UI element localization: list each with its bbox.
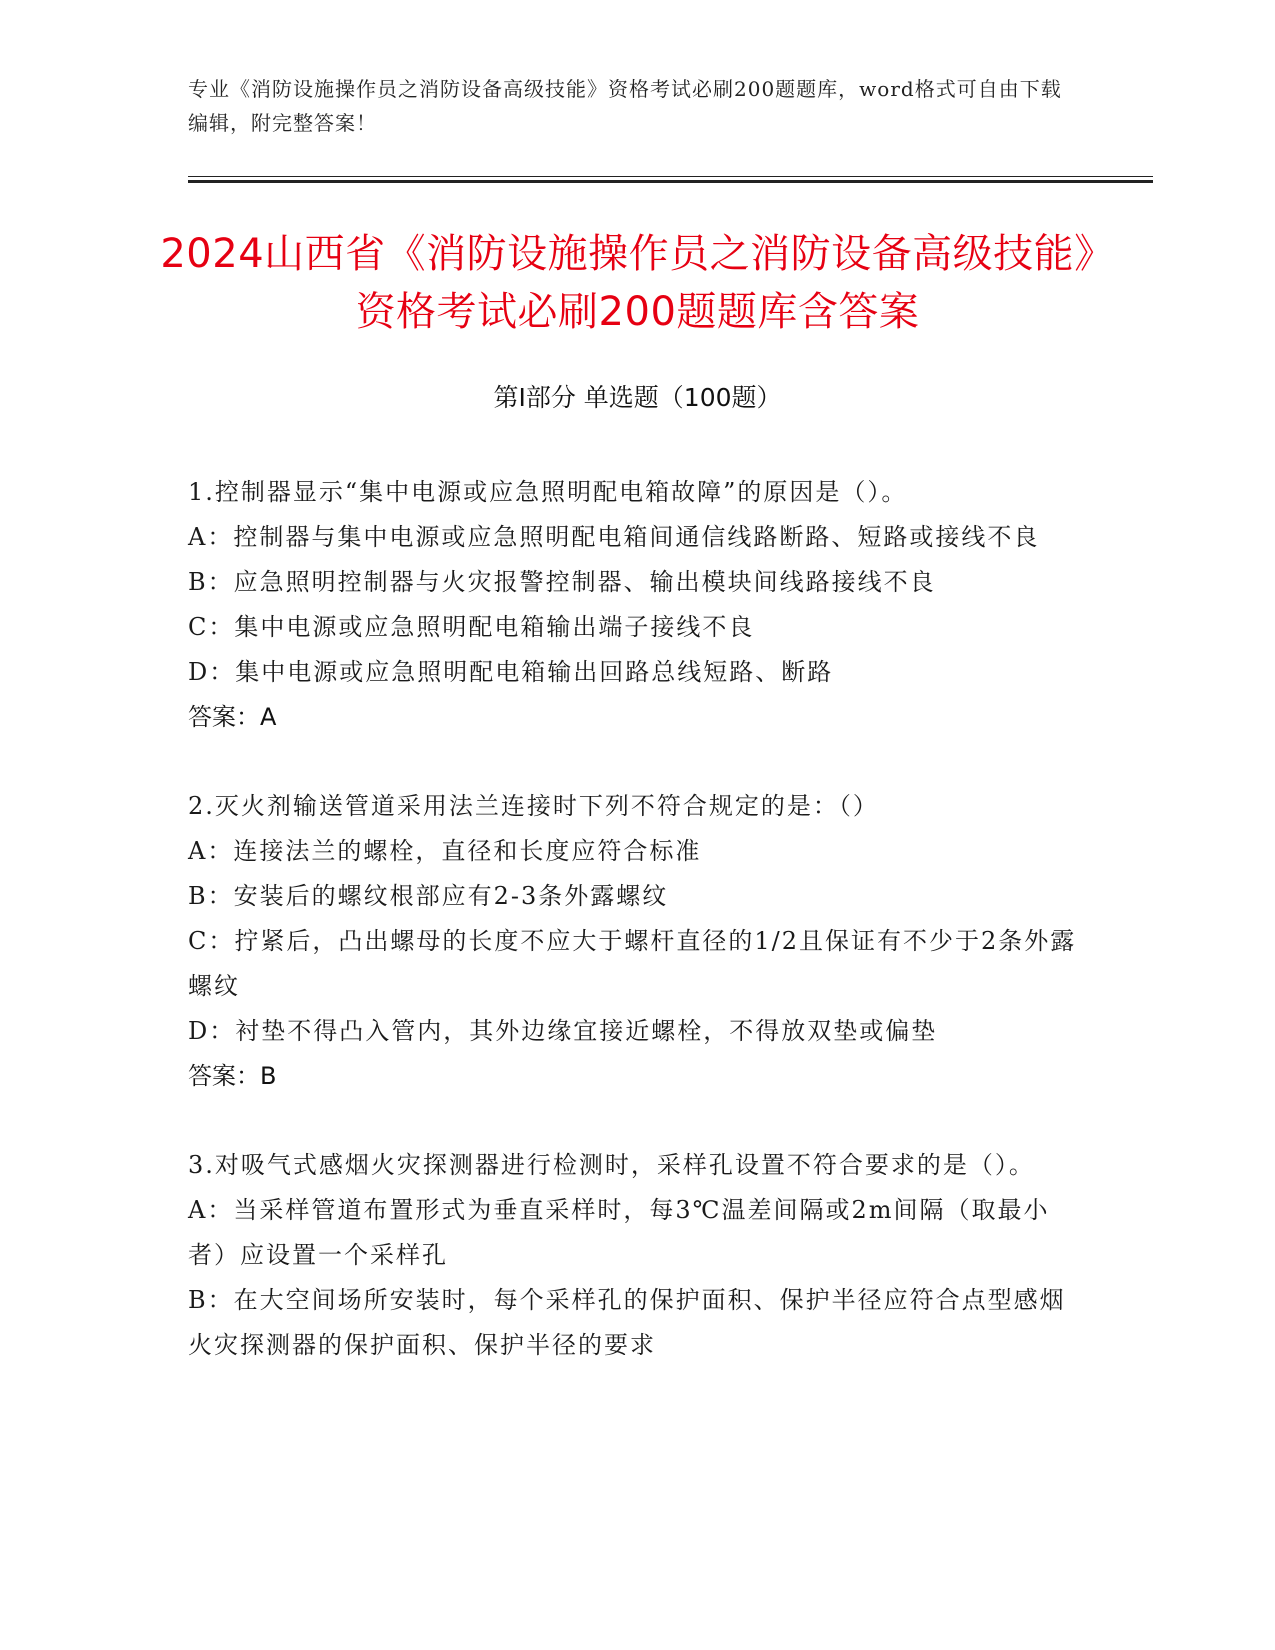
question-list [188, 470, 1088, 1412]
question-stem: 3.对吸气式感烟火灾探测器进行检测时，采样孔设置不符合要求的是（）。 [188, 1151, 1035, 1179]
option-a: A：当采样管道布置形式为垂直采样时，每3℃温差间隔或2m间隔（取最小者）应设置一个采样孔 [188, 1196, 1050, 1269]
question-1 [188, 470, 1088, 740]
header-note: 专业《消防设施操作员之消防设备高级技能》资格考试必刷200题题库，word格式可自由下载编辑，附完整答案！ [188, 77, 1062, 135]
option-a: A：连接法兰的螺栓，直径和长度应符合标准 [188, 837, 702, 865]
question-2 [188, 784, 1088, 1099]
answer: 答案：B [188, 1062, 277, 1090]
header-divider-thin [188, 176, 1153, 177]
option-a: A：控制器与集中电源或应急照明配电箱间通信线路断路、短路或接线不良 [188, 523, 1040, 551]
answer: 答案：A [188, 703, 277, 731]
option-b: B：安装后的螺纹根部应有2-3条外露螺纹 [188, 882, 669, 910]
option-c: C：集中电源或应急照明配电箱输出端子接线不良 [188, 613, 755, 641]
option-c: C：拧紧后，凸出螺母的长度不应大于螺杆直径的1/2且保证有不少于2条外露螺纹 [188, 927, 1077, 1000]
document-title: 2024山西省《消防设施操作员之消防设备高级技能》资格考试必刷200题题库含答案 [160, 231, 1115, 335]
header-divider-thick [188, 180, 1153, 183]
option-d: D：衬垫不得凸入管内，其外边缘宜接近螺栓，不得放双垫或偏垫 [188, 1017, 938, 1045]
question-stem: 1.控制器显示“集中电源或应急照明配电箱故障”的原因是（）。 [188, 478, 908, 506]
question-stem: 2.灭火剂输送管道采用法兰连接时下列不符合规定的是：（） [188, 792, 879, 820]
option-b: B：应急照明控制器与火灾报警控制器、输出模块间线路接线不良 [188, 568, 936, 596]
option-b: B：在大空间场所安装时，每个采样孔的保护面积、保护半径应符合点型感烟火灾探测器的保护面积、保护半径的要求 [188, 1286, 1066, 1359]
question-3 [188, 1143, 1088, 1368]
option-d: D：集中电源或应急照明配电箱输出回路总线短路、断路 [188, 658, 834, 686]
section-heading: 第Ⅰ部分 单选题（100题） [493, 383, 782, 412]
